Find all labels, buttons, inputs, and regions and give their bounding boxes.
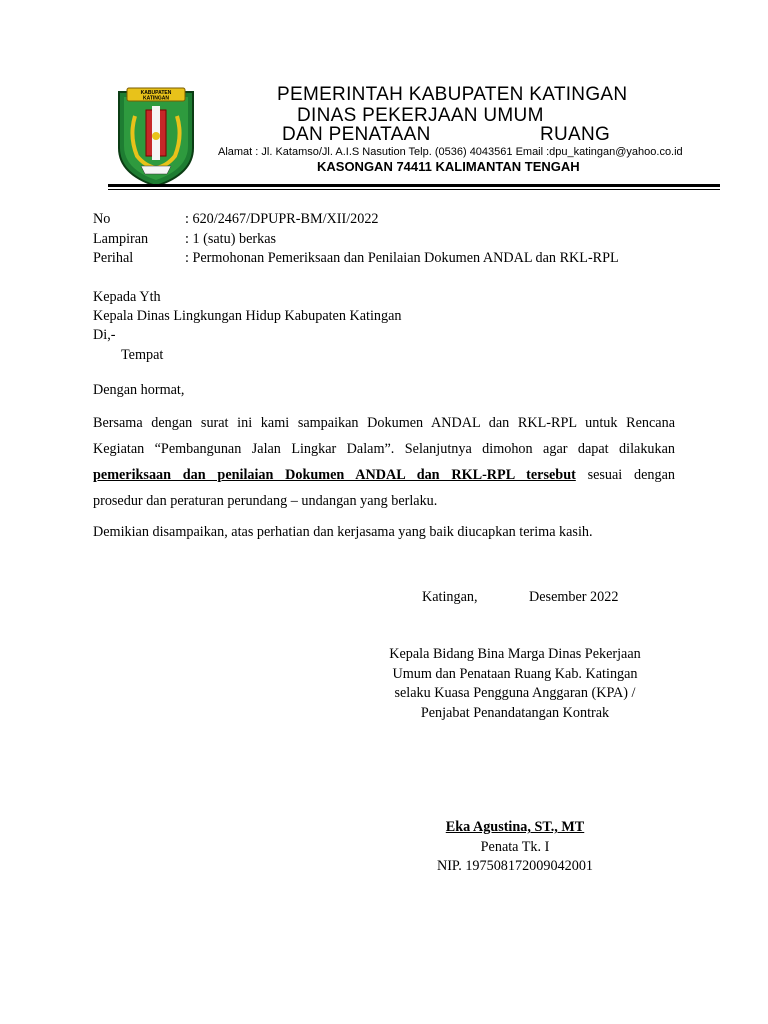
date-place: Katingan, bbox=[422, 589, 478, 605]
body-line-4: prosedur dan peraturan perundang – undangan yang berlaku. bbox=[93, 493, 438, 509]
body-line-3 bbox=[93, 462, 675, 488]
katingan-regency-emblem bbox=[115, 86, 197, 188]
letterhead-agency-ruang: RUANG bbox=[540, 124, 611, 145]
letterhead-agency: DINAS PEKERJAAN UMUM bbox=[297, 105, 544, 126]
meta-label-no: No bbox=[93, 211, 111, 227]
recipient-office: Kepala Dinas Lingkungan Hidup Kabupaten Katingan bbox=[93, 308, 402, 324]
meta-label-perihal: Perihal bbox=[93, 250, 134, 266]
signatory-title-line-3: selaku Kuasa Pengguna Anggaran (KPA) / bbox=[394, 685, 636, 701]
svg-text:KATINGAN: KATINGAN bbox=[142, 95, 170, 102]
letterhead-address: Alamat : Jl. Katamso/Jl. A.I.S Nasution Telp. (0536) 4043561 Email :dpu_katingan@yahoo.co.id bbox=[218, 146, 683, 158]
recipient-di: Di,- bbox=[93, 327, 116, 343]
signatory-title-line-4: Penjabat Penandatangan Kontrak bbox=[420, 704, 610, 721]
signatory-title-line-1: Kepala Bidang Bina Marga Dinas Pekerjaan bbox=[389, 646, 641, 662]
signatory-title bbox=[370, 645, 660, 723]
svg-text:KABUPATEN: KABUPATEN bbox=[140, 90, 172, 96]
letterhead-government: PEMERINTAH KABUPATEN KATINGAN bbox=[277, 84, 628, 105]
letterhead-rule-thin bbox=[108, 189, 720, 190]
meta-value-perihal: : Permohonan Pemeriksaan dan Penilaian Dokumen ANDAL dan RKL-RPL bbox=[185, 250, 619, 266]
signatory-title-line-2: Umum dan Penataan Ruang Kab. Katingan bbox=[392, 665, 638, 682]
letterhead-city: KASONGAN 74411 KALIMANTAN TENGAH bbox=[317, 159, 580, 174]
letterhead-rule-thick bbox=[108, 184, 720, 187]
greeting: Dengan hormat, bbox=[93, 382, 185, 398]
body-line-1: Bersama dengan surat ini kami sampaikan Dokumen ANDAL dan RKL-RPL untuk Rencana bbox=[93, 415, 675, 431]
closing-sentence: Demikian disampaikan, atas perhatian dan kerjasama yang baik diucapkan terima kasih. bbox=[93, 524, 593, 540]
body-emphasis: pemeriksaan dan penilaian Dokumen ANDAL dan RKL-RPL tersebut bbox=[93, 467, 576, 483]
meta-value-no: : 620/2467/DPUPR-BM/XII/2022 bbox=[185, 211, 379, 227]
letterhead-agency-cont: DAN PENATAAN bbox=[282, 124, 431, 145]
body-paragraph bbox=[93, 410, 675, 514]
date-month-year: Desember 2022 bbox=[529, 589, 619, 605]
recipient-salutation: Kepada Yth bbox=[93, 289, 161, 305]
body-line-2: Kegiatan “Pembangunan Jalan Lingkar Dalam”. Selanjutnya dimohon agar dapat dilakukan bbox=[93, 441, 675, 457]
body-line-3-rest: sesuai dengan bbox=[575, 467, 675, 483]
signatory-name: Eka Agustina, ST., MT bbox=[445, 819, 585, 835]
recipient-place: Tempat bbox=[121, 347, 164, 363]
signatory-nip: NIP. 197508172009042001 bbox=[436, 858, 594, 874]
meta-value-lampiran: : 1 (satu) berkas bbox=[185, 231, 277, 247]
signatory-rank: Penata Tk. I bbox=[480, 838, 550, 855]
signatory-block bbox=[370, 818, 660, 877]
meta-label-lampiran: Lampiran bbox=[93, 231, 149, 247]
